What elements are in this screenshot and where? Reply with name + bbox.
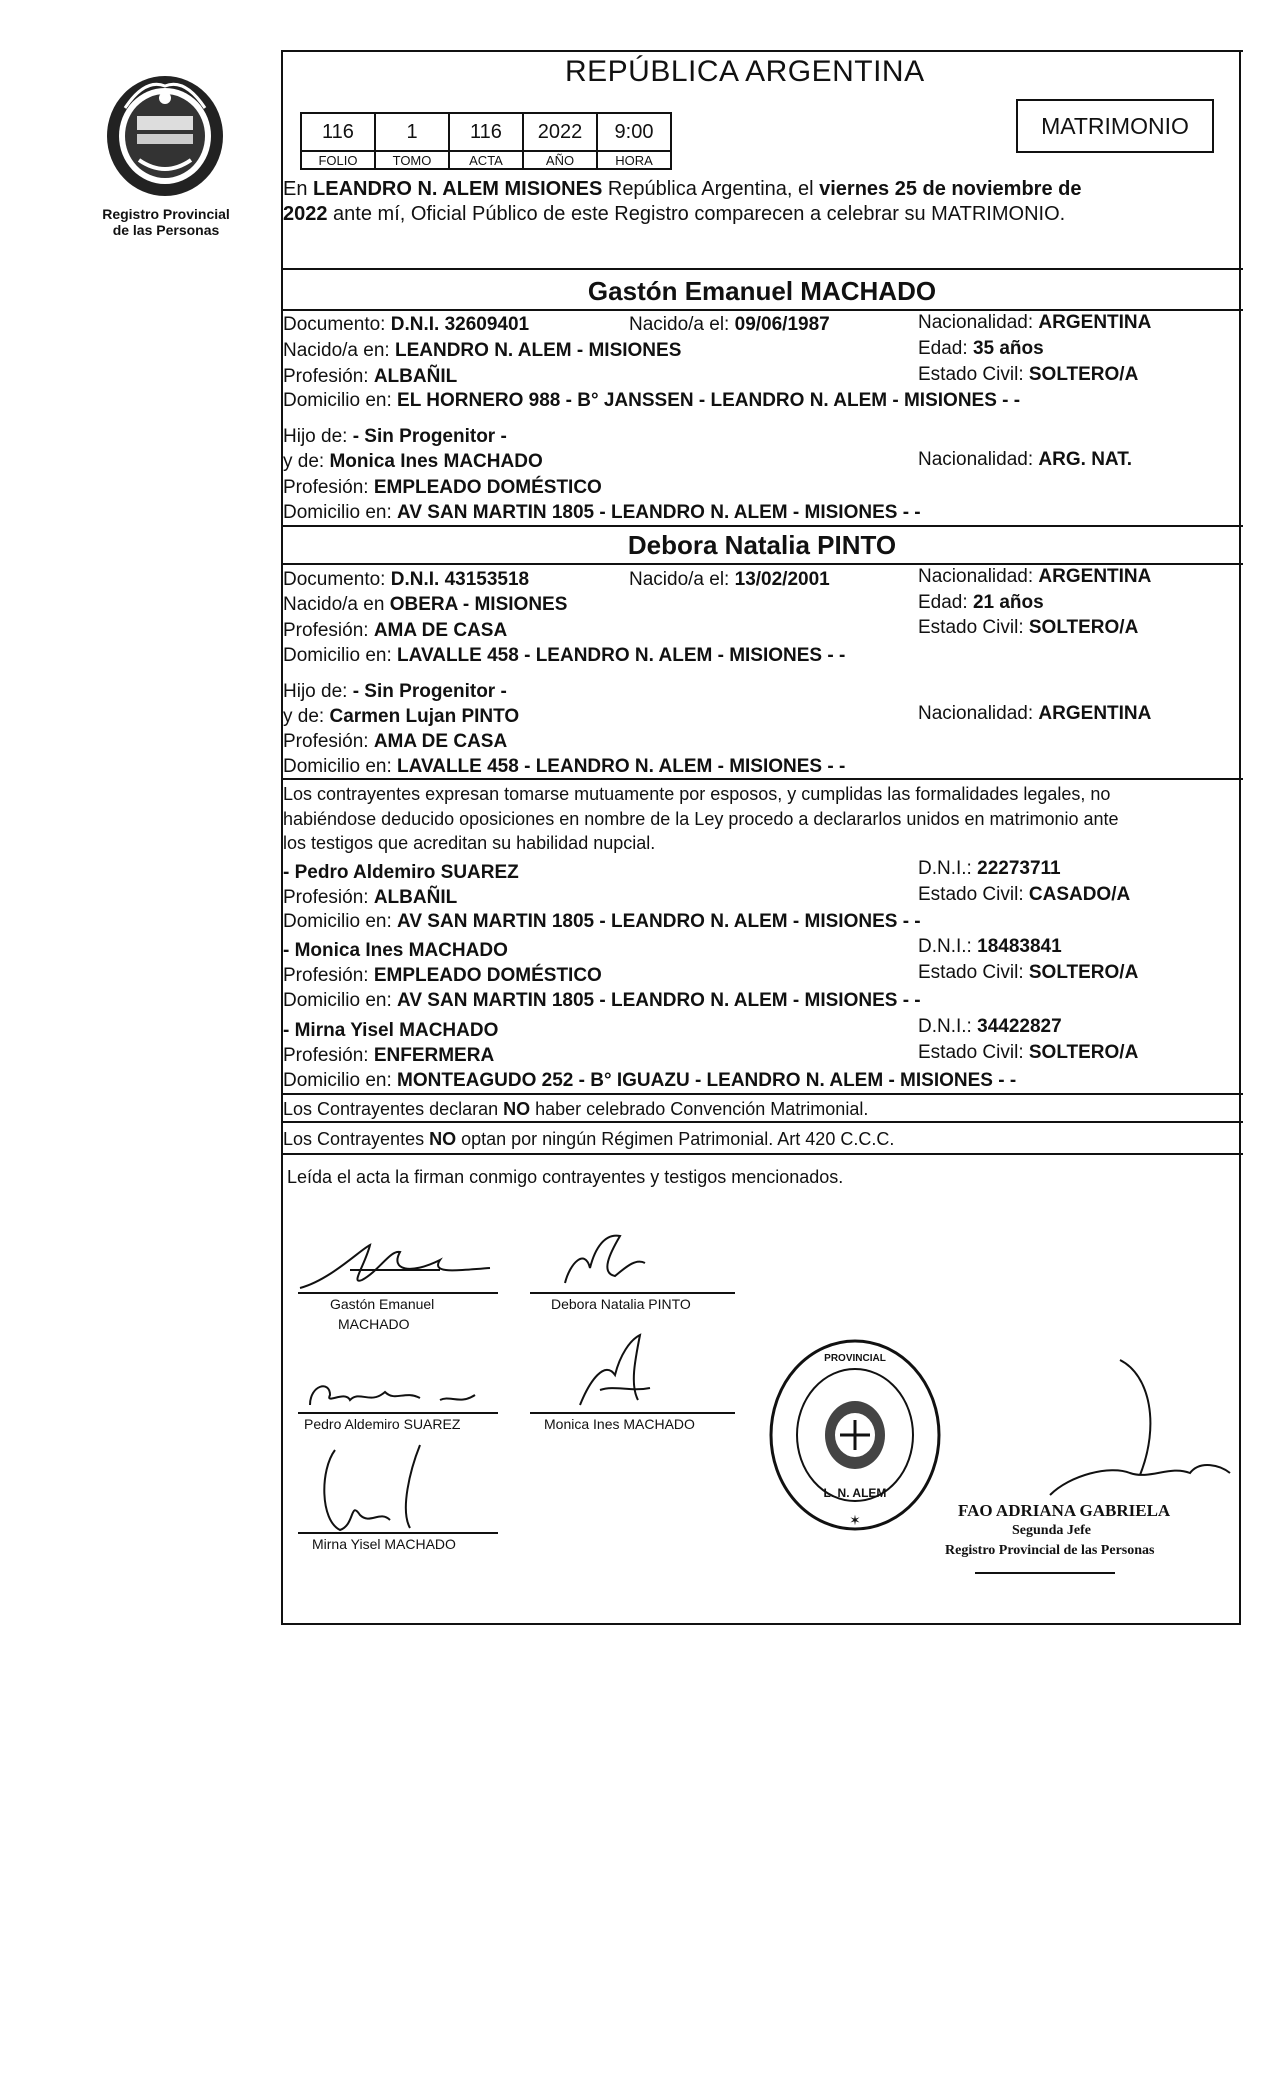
witness-2-sig-line xyxy=(530,1412,735,1414)
official-title: Segunda Jefe xyxy=(1012,1523,1091,1538)
bride-signature xyxy=(545,1228,665,1298)
official-sig-line xyxy=(975,1572,1115,1574)
bride-sig-line xyxy=(530,1292,735,1294)
acta-label: ACTA xyxy=(449,151,523,169)
tomo-label: TOMO xyxy=(375,151,449,169)
registry-caption-line2: de las Personas xyxy=(112,222,220,238)
registry-seal-icon xyxy=(765,1335,945,1535)
groom-parent-address: Domicilio en: AV SAN MARTIN 1805 - LEANDRO N. ALEM - MISIONES - - xyxy=(283,502,921,523)
bride-birthdate: Nacido/a el: 13/02/2001 xyxy=(629,569,830,590)
province-logo xyxy=(95,68,235,208)
bride-birthplace: Nacido/a en OBERA - MISIONES xyxy=(283,594,568,615)
witness-2-name: - Monica Ines MACHADO xyxy=(283,940,508,961)
groom-parent-profession: Profesión: EMPLEADO DOMÉSTICO xyxy=(283,477,602,498)
witness-3-sig-line xyxy=(298,1532,498,1534)
witness-2-civil-status: Estado Civil: SOLTERO/A xyxy=(918,962,1139,983)
witness-3-civil-status: Estado Civil: SOLTERO/A xyxy=(918,1042,1139,1063)
bride-sig-caption: Debora Natalia PINTO xyxy=(551,1296,691,1312)
frame-top-border xyxy=(281,50,1243,52)
witness-2-dni: D.N.I.: 18483841 xyxy=(918,936,1062,957)
witness-3-sig-caption: Mirna Yisel MACHADO xyxy=(312,1536,456,1552)
bride-parent-1: Hijo de: - Sin Progenitor - xyxy=(283,681,507,702)
groom-parent-2: y de: Monica Ines MACHADO xyxy=(283,451,543,472)
rule-groom-top xyxy=(281,268,1243,270)
acta-value: 116 xyxy=(449,113,523,151)
year-label: AÑO xyxy=(523,151,597,169)
convention-note: Los Contrayentes declaran NO haber celebrado Convención Matrimonial. xyxy=(283,1099,869,1119)
groom-parent-nationality: Nacionalidad: ARG. NAT. xyxy=(918,449,1133,470)
bride-address: Domicilio en: LAVALLE 458 - LEANDRO N. ALEM - MISIONES - - xyxy=(283,645,846,666)
bride-nationality: Nacionalidad: ARGENTINA xyxy=(918,566,1152,587)
groom-name: Gastón Emanuel MACHADO xyxy=(587,276,937,306)
bride-age: Edad: 21 años xyxy=(918,592,1044,613)
intro-left-rule xyxy=(281,230,283,272)
svg-text:L. N. ALEM: L. N. ALEM xyxy=(823,1486,887,1500)
witness-3-address: Domicilio en: MONTEAGUDO 252 - B° IGUAZU - LEANDRO N. ALEM - MISIONES - - xyxy=(283,1070,1017,1091)
witness-2-signature xyxy=(560,1330,680,1420)
groom-parent-1: Hijo de: - Sin Progenitor - xyxy=(283,426,507,447)
groom-sig-caption-2: MACHADO xyxy=(338,1316,410,1332)
groom-sig-line xyxy=(298,1292,498,1294)
record-type-box xyxy=(1016,99,1214,153)
rule-notes-mid xyxy=(281,1121,1243,1123)
groom-sig-caption-1: Gastón Emanuel xyxy=(330,1296,435,1312)
witness-2-sig-caption: Monica Ines MACHADO xyxy=(544,1416,695,1432)
witness-2-address: Domicilio en: AV SAN MARTIN 1805 - LEANDRO N. ALEM - MISIONES - - xyxy=(283,990,921,1011)
witness-1-name: - Pedro Aldemiro SUAREZ xyxy=(283,862,519,883)
bride-parent-address: Domicilio en: LAVALLE 458 - LEANDRO N. ALEM - MISIONES - - xyxy=(283,756,846,777)
rule-bride-top xyxy=(281,525,1243,527)
read-statement: Leída el acta la firman conmigo contrayentes y testigos mencionados. xyxy=(287,1167,844,1187)
bride-civil-status: Estado Civil: SOLTERO/A xyxy=(918,617,1139,638)
witness-1-sig-line xyxy=(298,1412,498,1414)
registry-table xyxy=(300,112,672,170)
svg-text:✶: ✶ xyxy=(849,1512,861,1528)
witness-1-dni: D.N.I.: 22273711 xyxy=(918,858,1061,879)
record-type: MATRIMONIO xyxy=(1041,112,1189,139)
intro-line-2: 2022 ante mí, Oficial Público de este Registro comparecen a celebrar su MATRIMONIO. xyxy=(283,203,1066,225)
folio-value: 116 xyxy=(301,113,375,151)
bride-profession: Profesión: AMA DE CASA xyxy=(283,620,508,641)
groom-birthdate: Nacido/a el: 09/06/1987 xyxy=(629,314,830,335)
bride-parent-2: y de: Carmen Lujan PINTO xyxy=(283,706,520,727)
official-name: FAO ADRIANA GABRIELA xyxy=(958,1501,1171,1520)
registry-caption-line1: Registro Provincial xyxy=(102,206,230,222)
witness-3-name: - Mirna Yisel MACHADO xyxy=(283,1020,499,1041)
hour-value: 9:00 xyxy=(597,113,671,151)
groom-nationality: Nacionalidad: ARGENTINA xyxy=(918,312,1152,333)
regime-note: Los Contrayentes NO optan por ningún Régimen Patrimonial. Art 420 C.C.C. xyxy=(283,1129,895,1149)
witness-3-signature xyxy=(300,1440,450,1540)
groom-signature xyxy=(290,1240,510,1300)
groom-document: Documento: D.N.I. 32609401 xyxy=(283,314,530,335)
declaration-line-1: Los contrayentes expresan tomarse mutuamente por esposos, y cumplidas las formalidades legales, no xyxy=(283,784,1111,804)
rule-groom-name xyxy=(281,309,1243,311)
svg-text:PROVINCIAL: PROVINCIAL xyxy=(824,1353,886,1364)
witness-1-address: Domicilio en: AV SAN MARTIN 1805 - LEANDRO N. ALEM - MISIONES - - xyxy=(283,911,921,932)
official-office: Registro Provincial de las Personas xyxy=(945,1543,1155,1558)
rule-declaration-top xyxy=(281,778,1243,780)
coat-of-arms-icon xyxy=(95,68,235,203)
witness-3-dni: D.N.I.: 34422827 xyxy=(918,1016,1062,1037)
witness-3-profession: Profesión: ENFERMERA xyxy=(283,1045,495,1066)
groom-civil-status: Estado Civil: SOLTERO/A xyxy=(918,364,1139,385)
declaration-line-2: habiéndose deducido oposiciones en nombre de la Ley procedo a declararlos unidos en matrimonio ante xyxy=(283,809,1119,829)
groom-age: Edad: 35 años xyxy=(918,338,1044,359)
declaration-line-3: los testigos que acreditan su habilidad nupcial. xyxy=(283,833,656,853)
witness-1-profession: Profesión: ALBAÑIL xyxy=(283,887,458,908)
rule-notes-top xyxy=(281,1093,1243,1095)
rule-bride-name xyxy=(281,563,1243,565)
tomo-value: 1 xyxy=(375,113,449,151)
groom-address: Domicilio en: EL HORNERO 988 - B° JANSSEN - LEANDRO N. ALEM - MISIONES - - xyxy=(283,390,1021,411)
registry-caption xyxy=(80,206,252,238)
folio-label: FOLIO xyxy=(301,151,375,169)
groom-birthplace: Nacido/a en: LEANDRO N. ALEM - MISIONES xyxy=(283,340,682,361)
bride-document: Documento: D.N.I. 43153518 xyxy=(283,569,530,590)
country-title: REPÚBLICA ARGENTINA xyxy=(565,55,925,88)
hour-label: HORA xyxy=(597,151,671,169)
bride-parent-profession: Profesión: AMA DE CASA xyxy=(283,731,508,752)
bride-parent-nationality: Nacionalidad: ARGENTINA xyxy=(918,703,1152,724)
intro-line-1: En LEANDRO N. ALEM MISIONES República Argentina, el viernes 25 de noviembre de xyxy=(283,178,1082,200)
rule-signatures-top xyxy=(281,1153,1243,1155)
groom-profession: Profesión: ALBAÑIL xyxy=(283,366,458,387)
witness-2-profession: Profesión: EMPLEADO DOMÉSTICO xyxy=(283,965,602,986)
bride-name: Debora Natalia PINTO xyxy=(627,530,897,560)
year-value: 2022 xyxy=(523,113,597,151)
witness-1-sig-caption: Pedro Aldemiro SUAREZ xyxy=(304,1416,461,1432)
witness-1-civil-status: Estado Civil: CASADO/A xyxy=(918,884,1131,905)
